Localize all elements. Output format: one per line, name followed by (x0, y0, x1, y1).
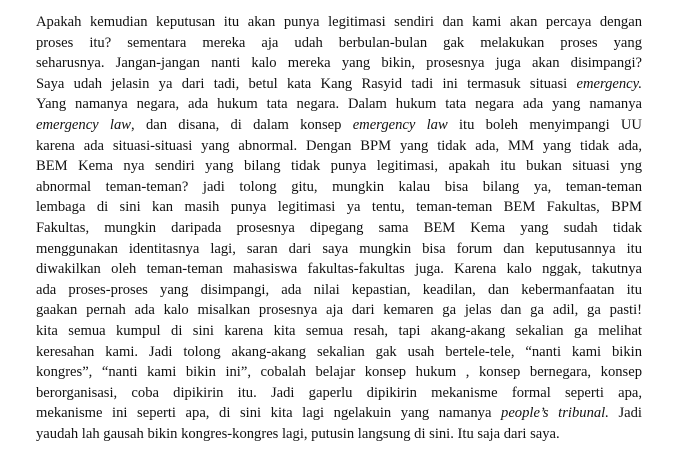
text-line (36, 259, 642, 280)
text-run: Saya udah jelasin ya dari tadi, betul kata Kang Rasyid tadi ini termasuk situasi (36, 75, 577, 92)
text-line (36, 94, 642, 115)
text-run: , dan disana, di dalam konsep (131, 116, 353, 133)
text-line (36, 197, 642, 218)
text-line (36, 342, 642, 363)
text-line (36, 53, 642, 74)
text-run: Apakah kemudian keputusan itu akan punya legitimasi sendiri dan kami akan percaya dengan (36, 14, 642, 30)
text-line (36, 239, 642, 260)
text-line (36, 156, 642, 177)
text-line (36, 136, 642, 157)
text-run: Fakultas, mungkin daripada prosesnya dipegang sama BEM Kema yang sudah tidak (36, 219, 642, 236)
text-run: menggunakan identitasnya lagi, saran dari saya mungkin bisa forum dan keputusannya itu (36, 240, 642, 257)
text-line (36, 177, 642, 198)
text-line (36, 33, 642, 54)
text-line (36, 218, 642, 239)
text-line (36, 403, 642, 424)
italic-text: emergency law (36, 116, 132, 133)
text-run: gaakan pernah ada kalo misalkan prosesnya aja dari kemaren ga jelas dan ga adil, ga pasti! (36, 302, 642, 319)
document-body (36, 12, 642, 444)
text-run: mekanisme ini seperti apa, di sini kita lagi ngelakuin yang namanya (36, 405, 502, 422)
text-run: keresahan kami. Jadi tolong akang-akang sekalian gak usah bertele-tele, “nanti kami bikin (36, 343, 642, 360)
text-line (36, 12, 642, 33)
text-run: kongres”, “nanti kami bikin ini”, cobalah belajar konsep hukum , konsep bernegara, konsep (36, 364, 642, 381)
text-run: karena ada situasi-situasi yang abnormal. Dengan BPM yang tidak ada, MM yang tidak ada, (36, 137, 642, 154)
text-run: berorganisasi, coba dipikirin itu. Jadi gaperlu dipikirin mekanisme formal seperti apa, (36, 384, 642, 401)
text-line (36, 321, 642, 342)
text-run: abnormal teman-teman? jadi tolong gitu, mungkin kalau bisa bilang ya, teman-teman (36, 178, 642, 195)
text-run: lembaga di sini kan masih punya legitimasi ya tentu, teman-teman BEM Fakultas, BPM (36, 199, 642, 216)
text-line (36, 362, 642, 383)
text-line (36, 280, 642, 301)
text-run: BEM Kema nya sendiri yang bilang tidak punya legitimasi, apakah itu bukan situasi yng (36, 158, 642, 175)
italic-text: emergency. (576, 75, 642, 92)
italic-text: emergency law (352, 116, 448, 133)
text-line (36, 424, 642, 445)
text-line (36, 74, 642, 95)
text-run: ada proses-proses yang disimpangi, ada nilai kepastian, keadilan, dan kebermanfaatan itu (36, 281, 642, 298)
text-run: yaudah lah gausah bikin kongres-kongres lagi, putusin langsung di sini. Itu saja dari saya. (36, 425, 560, 442)
text-run: Yang namanya negara, ada hukum tata negara. Dalam hukum tata negara ada yang namanya (36, 96, 642, 113)
text-run: itu boleh menyimpangi UU (447, 116, 642, 133)
text-line (36, 300, 642, 321)
text-run: seharusnya. Jangan-jangan nanti kalo mereka yang bikin, prosesnya juga akan disimpangi? (36, 55, 642, 72)
text-run: diwakilkan oleh teman-teman mahasiswa fakultas-fakultas juga. Karena kalo nggak, takutnya (36, 261, 642, 278)
text-run: Jadi (608, 405, 642, 422)
text-line (36, 115, 642, 136)
paragraph (36, 12, 642, 444)
text-run: proses itu? sementara mereka aja udah berbulan-bulan gak melakukan proses yang (36, 34, 642, 51)
text-line (36, 383, 642, 404)
italic-text: people’s tribunal. (501, 405, 609, 422)
text-run: kita semua kumpul di sini karena kita semua resah, tapi akang-akang sekalian ga melihat (36, 322, 642, 339)
